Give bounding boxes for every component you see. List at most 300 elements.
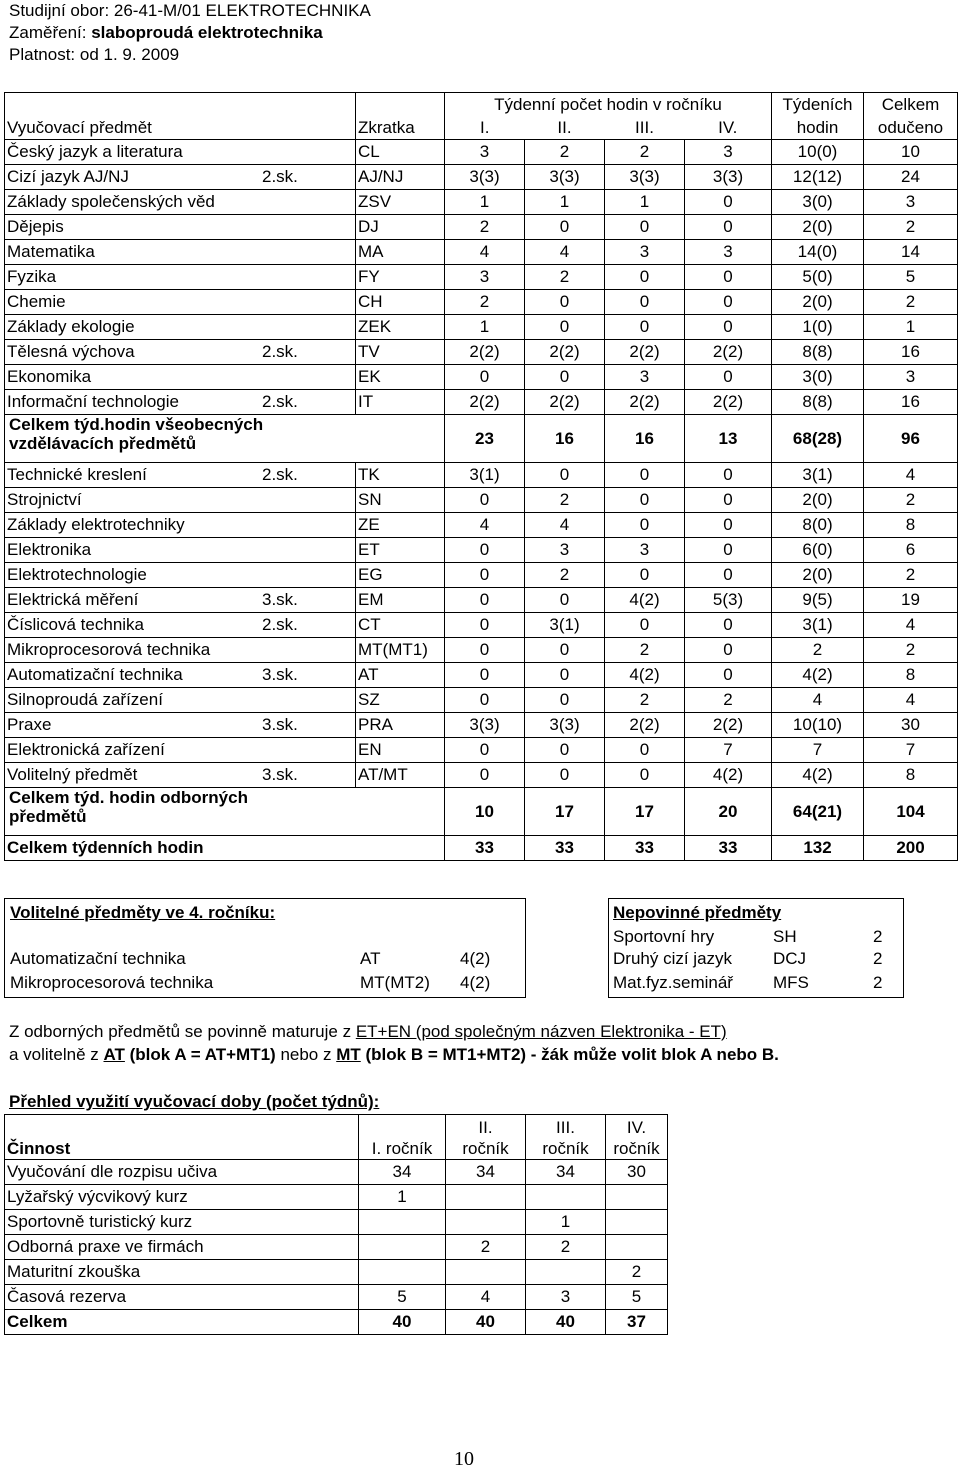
y4-cell: 2(2) — [685, 390, 772, 415]
optional-item: Automatizační technika AT 4(2) — [10, 949, 491, 968]
overview-total-row — [5, 1310, 668, 1335]
year-header: III. — [605, 117, 685, 140]
y2-cell: 0 — [525, 215, 605, 240]
y1-total-cell: 33 — [445, 836, 525, 861]
y3-cell: 3 — [605, 365, 685, 390]
table-row — [5, 365, 958, 390]
weekly-cell: 5(0) — [772, 265, 864, 290]
y1-cell: 0 — [445, 638, 525, 663]
y3-total-cell: 16 — [605, 415, 685, 463]
weekly-cell: 10(10) — [772, 713, 864, 738]
weekly-cell: 3(0) — [772, 365, 864, 390]
overview-row — [5, 1210, 668, 1235]
activity-cell: Odborná praxe ve firmách — [5, 1235, 359, 1260]
y2-cell: 2(2) — [525, 340, 605, 365]
total-cell: 3 — [864, 365, 958, 390]
y1-total-cell: 23 — [445, 415, 525, 463]
weekly-cell: 6(0) — [772, 538, 864, 563]
activity-cell: Časová rezerva — [5, 1285, 359, 1310]
y2-cell: 4 — [525, 513, 605, 538]
col-activity: Činnost — [5, 1115, 359, 1160]
total-cell: 16 — [864, 340, 958, 365]
total-cell: 8 — [864, 763, 958, 788]
table-row — [5, 713, 958, 738]
y3-cell: 0 — [605, 613, 685, 638]
abbreviation-cell: EN — [356, 738, 445, 763]
weekly-cell: 8(8) — [772, 390, 864, 415]
table-row — [5, 390, 958, 415]
table-row — [5, 638, 958, 663]
overview-row — [5, 1285, 668, 1310]
abbreviation-cell: ET — [356, 538, 445, 563]
y3-cell: 0 — [605, 763, 685, 788]
y2-cell: 3(3) — [525, 165, 605, 190]
total-cell: 5 — [864, 265, 958, 290]
weekly-cell: 4(2) — [772, 763, 864, 788]
abbreviation-cell: ZE — [356, 513, 445, 538]
total-row — [5, 836, 958, 861]
y2-cell: 34 — [446, 1160, 526, 1185]
total-header: Celkem — [864, 93, 958, 118]
y1-cell: 0 — [445, 488, 525, 513]
y1-cell: 3(1) — [445, 463, 525, 488]
weekly-cell: 1(0) — [772, 315, 864, 340]
subject-cell: Základy ekologie — [5, 315, 356, 340]
total-cell: 2 — [864, 563, 958, 588]
weekly-total-header: Týdeních — [772, 93, 864, 118]
y2-cell: 0 — [525, 738, 605, 763]
y2-cell: 0 — [525, 688, 605, 713]
table-row — [5, 315, 958, 340]
weekly-cell: 12(12) — [772, 165, 864, 190]
header-blank — [356, 93, 445, 118]
total-cell: 4 — [864, 463, 958, 488]
table-row — [5, 190, 958, 215]
total-cell: 24 — [864, 165, 958, 190]
y4-cell: 0 — [685, 488, 772, 513]
subject-cell: Silnoproudá zařízení — [5, 688, 356, 713]
overview-row — [5, 1160, 668, 1185]
overview-header-row — [5, 1115, 668, 1160]
activity-cell: Celkem — [5, 1310, 359, 1335]
subject-cell: Technické kreslení 2.sk. — [5, 463, 356, 488]
y1-cell: 34 — [359, 1160, 446, 1185]
weekly-cell: 3(0) — [772, 190, 864, 215]
subject-cell: Praxe 3.sk. — [5, 713, 356, 738]
table-row — [5, 513, 958, 538]
table-row — [5, 265, 958, 290]
subject-cell: Elektronická zařízení — [5, 738, 356, 763]
abbreviation-cell: AJ/NJ — [356, 165, 445, 190]
abbreviation-cell: AT — [356, 663, 445, 688]
y4-cell: 0 — [685, 513, 772, 538]
y2-total-cell: 16 — [525, 415, 605, 463]
table-row — [5, 215, 958, 240]
y4-cell: 3 — [685, 240, 772, 265]
level-label: 2.sk. — [262, 392, 298, 411]
y2-cell: 2 — [525, 140, 605, 165]
weekly-cell: 4 — [772, 688, 864, 713]
abbreviation-cell: SZ — [356, 688, 445, 713]
y4-cell — [606, 1235, 668, 1260]
weekly-cell: 2(0) — [772, 488, 864, 513]
optional-subjects-box — [4, 898, 526, 998]
table-row — [5, 688, 958, 713]
y2-cell: 2 — [525, 488, 605, 513]
weekly-cell: 8(8) — [772, 340, 864, 365]
y1-cell: 3 — [445, 265, 525, 290]
total-cell: 7 — [864, 738, 958, 763]
total-cell: 2 — [864, 638, 958, 663]
y3-cell: 0 — [605, 265, 685, 290]
weekly-cell: 9(5) — [772, 588, 864, 613]
y3-total-cell: 33 — [605, 836, 685, 861]
level-label: 3.sk. — [262, 765, 298, 784]
y2-cell — [446, 1185, 526, 1210]
y1-cell: 0 — [445, 688, 525, 713]
col-year4: IV. ročník — [606, 1115, 668, 1160]
curriculum-table — [4, 92, 958, 861]
subject-cell: Automatizační technika 3.sk. — [5, 663, 356, 688]
y2-cell: 40 — [446, 1310, 526, 1335]
y2-cell: 0 — [525, 315, 605, 340]
total-cell: 3 — [864, 190, 958, 215]
validity: Platnost: od 1. 9. 2009 — [9, 45, 180, 64]
total-cell: 19 — [864, 588, 958, 613]
weekly-cell: 2(0) — [772, 563, 864, 588]
subject-cell: Elektrotechnologie — [5, 563, 356, 588]
level-label: 3.sk. — [262, 665, 298, 684]
abbreviation-cell: MT(MT1) — [356, 638, 445, 663]
abbreviation-cell: CH — [356, 290, 445, 315]
table-row — [5, 538, 958, 563]
activity-cell: Maturitní zkouška — [5, 1260, 359, 1285]
col-year1: I. ročník — [359, 1115, 446, 1160]
total-cell: 4 — [864, 613, 958, 638]
subject-cell: Fyzika — [5, 265, 356, 290]
col-year3: III. ročník — [526, 1115, 606, 1160]
y1-cell: 2 — [445, 290, 525, 315]
y3-cell: 40 — [526, 1310, 606, 1335]
y1-cell: 3(3) — [445, 165, 525, 190]
y2-cell: 0 — [525, 463, 605, 488]
subject-cell: Matematika — [5, 240, 356, 265]
subject-cell: Základy elektrotechniky — [5, 513, 356, 538]
total-cell: 10 — [864, 140, 958, 165]
abbreviation-cell: SN — [356, 488, 445, 513]
y4-cell: 0 — [685, 638, 772, 663]
y3-cell: 2 — [605, 688, 685, 713]
y2-cell: 0 — [525, 638, 605, 663]
subject-cell: Český jazyk a literatura — [5, 140, 356, 165]
y3-cell: 4(2) — [605, 588, 685, 613]
total-cell: 2 — [864, 290, 958, 315]
non-mandatory-subjects-box — [608, 898, 904, 998]
y1-cell — [359, 1260, 446, 1285]
y3-cell: 2(2) — [605, 340, 685, 365]
y3-cell: 2 — [526, 1235, 606, 1260]
y2-cell: 0 — [525, 588, 605, 613]
y2-cell: 3 — [525, 538, 605, 563]
non-mandatory-title: Nepovinné předměty — [613, 903, 782, 922]
subject-cell: Cizí jazyk AJ/NJ 2.sk. — [5, 165, 356, 190]
weekly-cell: 3(1) — [772, 613, 864, 638]
table-header-row — [5, 93, 958, 118]
level-label: 2.sk. — [262, 342, 298, 361]
y4-cell: 3(3) — [685, 165, 772, 190]
y3-cell: 0 — [605, 315, 685, 340]
y2-total-cell: 33 — [525, 836, 605, 861]
optional-item: Mikroprocesorová technika MT(MT2) 4(2) — [10, 973, 491, 992]
weekly-cell: 8(0) — [772, 513, 864, 538]
non-mandatory-item: Druhý cizí jazyk DCJ 2 — [613, 949, 883, 968]
total-header: odučeno — [864, 117, 958, 140]
y1-cell: 40 — [359, 1310, 446, 1335]
abbreviation-header: Zkratka — [356, 117, 445, 140]
year-header: IV. — [685, 117, 772, 140]
y4-cell: 2 — [685, 688, 772, 713]
col-year2: II. ročník — [446, 1115, 526, 1160]
y1-cell: 0 — [445, 563, 525, 588]
subject-cell: Základy společenských věd — [5, 190, 356, 215]
y2-cell: 0 — [525, 290, 605, 315]
document-header — [9, 0, 371, 66]
abbreviation-cell: EM — [356, 588, 445, 613]
level-label: 2.sk. — [262, 465, 298, 484]
y3-cell: 2 — [605, 638, 685, 663]
y4-cell: 0 — [685, 190, 772, 215]
overview-row — [5, 1185, 668, 1210]
y4-total-cell: 33 — [685, 836, 772, 861]
y4-cell: 37 — [606, 1310, 668, 1335]
total-cell: 2 — [864, 488, 958, 513]
header-blank — [5, 93, 356, 118]
y4-cell: 5(3) — [685, 588, 772, 613]
subject-cell: Číslicová technika 2.sk. — [5, 613, 356, 638]
y1-cell: 3 — [445, 140, 525, 165]
total-cell: 14 — [864, 240, 958, 265]
subject-cell: Dějepis — [5, 215, 356, 240]
y4-cell: 0 — [685, 365, 772, 390]
y1-total-cell: 10 — [445, 788, 525, 836]
y1-cell: 3(3) — [445, 713, 525, 738]
subject-cell: Volitelný předmět 3.sk. — [5, 763, 356, 788]
y2-cell: 3(1) — [525, 613, 605, 638]
y3-cell: 0 — [605, 513, 685, 538]
weekly-cell: 4(2) — [772, 663, 864, 688]
y3-cell: 0 — [605, 488, 685, 513]
total-row — [5, 415, 958, 463]
abbreviation-cell: IT — [356, 390, 445, 415]
subject-cell: Ekonomika — [5, 365, 356, 390]
y2-cell: 2 — [446, 1235, 526, 1260]
abbreviation-cell: TV — [356, 340, 445, 365]
y3-total-cell: 17 — [605, 788, 685, 836]
table-row — [5, 340, 958, 365]
y1-cell: 4 — [445, 240, 525, 265]
y3-cell: 3(3) — [605, 165, 685, 190]
y2-cell: 4 — [525, 240, 605, 265]
y4-cell: 2(2) — [685, 340, 772, 365]
weekly-cell: 2(0) — [772, 290, 864, 315]
y4-cell: 2(2) — [685, 713, 772, 738]
overview-row — [5, 1235, 668, 1260]
table-row — [5, 240, 958, 265]
subject-cell: Elektronika — [5, 538, 356, 563]
y1-cell: 1 — [445, 315, 525, 340]
y2-cell: 0 — [525, 365, 605, 390]
table-row — [5, 663, 958, 688]
y3-cell: 0 — [605, 738, 685, 763]
total-cell: 6 — [864, 538, 958, 563]
y2-total-cell: 17 — [525, 788, 605, 836]
y3-cell: 34 — [526, 1160, 606, 1185]
y2-cell: 0 — [525, 663, 605, 688]
specialization: Zaměření: slaboproudá elektrotechnika — [9, 23, 323, 42]
total-total-cell: 200 — [864, 836, 958, 861]
y3-cell — [526, 1260, 606, 1285]
y1-cell — [359, 1235, 446, 1260]
table-row — [5, 140, 958, 165]
y2-cell: 4 — [446, 1285, 526, 1310]
exam-note-line1: Z odborných předmětů se povinně maturuje z ET+EN (pod společným názven Elektronika - ET) — [9, 1022, 727, 1041]
y3-cell: 3 — [605, 240, 685, 265]
y4-cell: 7 — [685, 738, 772, 763]
abbreviation-cell: AT/MT — [356, 763, 445, 788]
weekly-cell: 2(0) — [772, 215, 864, 240]
activity-cell: Sportovně turistický kurz — [5, 1210, 359, 1235]
weekly-total-header: hodin — [772, 117, 864, 140]
y4-cell: 2 — [606, 1260, 668, 1285]
table-row — [5, 563, 958, 588]
y1-cell: 2 — [445, 215, 525, 240]
y3-cell: 2(2) — [605, 390, 685, 415]
y2-cell: 3(3) — [525, 713, 605, 738]
y3-cell: 3 — [605, 538, 685, 563]
abbreviation-cell: CT — [356, 613, 445, 638]
y2-cell — [446, 1260, 526, 1285]
non-mandatory-item: Sportovní hry SH 2 — [613, 927, 883, 946]
total-total-cell: 104 — [864, 788, 958, 836]
y3-cell: 1 — [526, 1210, 606, 1235]
time-overview-table — [4, 1114, 668, 1335]
y4-cell: 3 — [685, 140, 772, 165]
field-of-study: Studijní obor: 26-41-M/01 ELEKTROTECHNIKA — [9, 1, 371, 20]
abbreviation-cell: FY — [356, 265, 445, 290]
total-cell: 2 — [864, 215, 958, 240]
y1-cell: 4 — [445, 513, 525, 538]
level-label: 3.sk. — [262, 715, 298, 734]
subject-cell: Mikroprocesorová technika — [5, 638, 356, 663]
weekly-total-cell: 68(28) — [772, 415, 864, 463]
table-header-row — [5, 117, 958, 140]
table-row — [5, 165, 958, 190]
y4-total-cell: 13 — [685, 415, 772, 463]
total-cell: 8 — [864, 663, 958, 688]
total-total-cell: 96 — [864, 415, 958, 463]
y3-cell: 0 — [605, 290, 685, 315]
y3-cell — [526, 1185, 606, 1210]
weekly-total-cell: 64(21) — [772, 788, 864, 836]
total-cell: 8 — [864, 513, 958, 538]
y3-cell: 0 — [605, 463, 685, 488]
y1-cell — [359, 1210, 446, 1235]
weekly-cell: 14(0) — [772, 240, 864, 265]
y4-cell: 4(2) — [685, 763, 772, 788]
y4-cell: 0 — [685, 463, 772, 488]
y4-cell: 0 — [685, 290, 772, 315]
subject-cell: Tělesná výchova 2.sk. — [5, 340, 356, 365]
non-mandatory-item: Mat.fyz.seminář MFS 2 — [613, 973, 883, 992]
y2-cell: 2(2) — [525, 390, 605, 415]
level-label: 2.sk. — [262, 615, 298, 634]
y2-cell: 0 — [525, 763, 605, 788]
total-cell: 30 — [864, 713, 958, 738]
y4-cell: 0 — [685, 563, 772, 588]
total-cell: 1 — [864, 315, 958, 340]
abbreviation-cell: ZSV — [356, 190, 445, 215]
y2-cell: 2 — [525, 563, 605, 588]
y1-cell: 0 — [445, 613, 525, 638]
weekly-cell: 10(0) — [772, 140, 864, 165]
abbreviation-cell: ZEK — [356, 315, 445, 340]
overview-row — [5, 1260, 668, 1285]
year-header: II. — [525, 117, 605, 140]
abbreviation-cell: TK — [356, 463, 445, 488]
y4-cell — [606, 1185, 668, 1210]
y3-cell: 2(2) — [605, 713, 685, 738]
y2-cell — [446, 1210, 526, 1235]
y4-cell: 0 — [685, 315, 772, 340]
y4-cell: 5 — [606, 1285, 668, 1310]
y1-cell: 0 — [445, 365, 525, 390]
y4-cell: 0 — [685, 265, 772, 290]
total-label: Celkem týd. hodin odborných předmětů — [5, 788, 445, 836]
abbreviation-cell: DJ — [356, 215, 445, 240]
weekly-total-cell: 132 — [772, 836, 864, 861]
subject-cell: Informační technologie 2.sk. — [5, 390, 356, 415]
total-row — [5, 788, 958, 836]
overview-title: Přehled využití vyučovací doby (počet týdnů): — [9, 1092, 380, 1111]
abbreviation-cell: EK — [356, 365, 445, 390]
subject-cell: Chemie — [5, 290, 356, 315]
y3-cell: 0 — [605, 563, 685, 588]
y3-cell: 4(2) — [605, 663, 685, 688]
abbreviation-cell: PRA — [356, 713, 445, 738]
level-label: 3.sk. — [262, 590, 298, 609]
year-header: I. — [445, 117, 525, 140]
y4-cell — [606, 1210, 668, 1235]
activity-cell: Lyžařský výcvikový kurz — [5, 1185, 359, 1210]
total-cell: 4 — [864, 688, 958, 713]
y4-cell: 0 — [685, 613, 772, 638]
table-row — [5, 613, 958, 638]
abbreviation-cell: CL — [356, 140, 445, 165]
weekly-cell: 3(1) — [772, 463, 864, 488]
total-cell: 16 — [864, 390, 958, 415]
table-row — [5, 488, 958, 513]
y1-cell: 1 — [359, 1185, 446, 1210]
y4-cell: 0 — [685, 663, 772, 688]
y4-cell: 0 — [685, 538, 772, 563]
table-row — [5, 588, 958, 613]
y1-cell: 0 — [445, 538, 525, 563]
y4-total-cell: 20 — [685, 788, 772, 836]
abbreviation-cell: EG — [356, 563, 445, 588]
exam-note-line2: a volitelně z AT (blok A = AT+MT1) nebo z MT (blok B = MT1+MT2) - žák může volit blok A nebo B. — [9, 1045, 779, 1064]
abbreviation-cell: MA — [356, 240, 445, 265]
weekly-cell: 7 — [772, 738, 864, 763]
